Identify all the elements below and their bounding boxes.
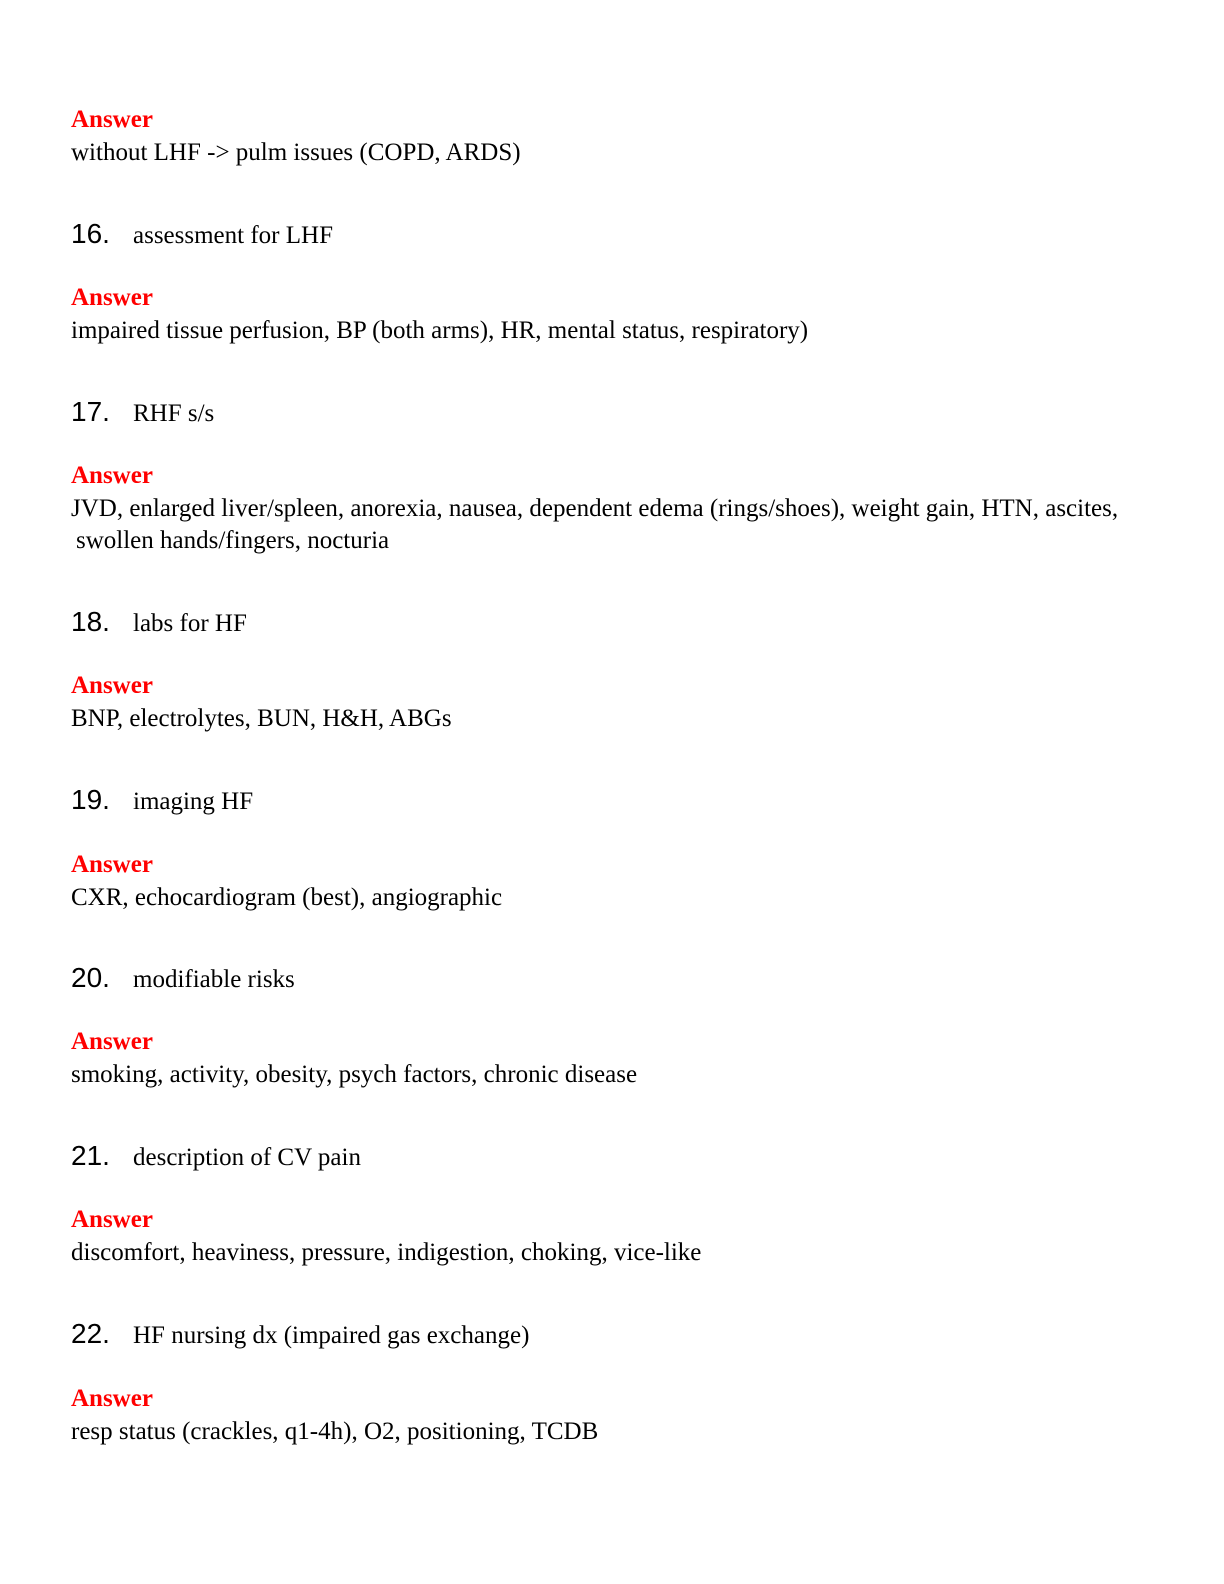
question-19	[71, 784, 1161, 820]
answer-label: Answer	[71, 1028, 153, 1055]
question-16	[71, 218, 1161, 254]
answer-text: CXR, echocardiogram (best), angiographic	[71, 884, 503, 911]
question-text: RHF s/s	[133, 400, 215, 427]
answer-label: Answer	[71, 672, 153, 699]
question-text: labs for HF	[133, 610, 247, 637]
answer-block-21	[71, 1205, 1161, 1269]
question-number: 17.	[71, 396, 110, 427]
question-text: imaging HF	[133, 788, 254, 815]
answer-block-22	[71, 1384, 1161, 1448]
question-20	[71, 962, 1161, 998]
question-text: modifiable risks	[133, 966, 295, 993]
answer-text: without LHF -> pulm issues (COPD, ARDS)	[71, 139, 521, 166]
question-number: 21.	[71, 1140, 110, 1171]
answer-label: Answer	[71, 1385, 153, 1412]
question-number: 16.	[71, 218, 110, 249]
answer-text: discomfort, heaviness, pressure, indigestion, choking, vice-like	[71, 1239, 702, 1266]
question-text: assessment for LHF	[133, 222, 333, 249]
answer-block-16	[71, 283, 1161, 347]
answer-block-15	[71, 105, 1161, 169]
answer-text: impaired tissue perfusion, BP (both arms), HR, mental status, respiratory)	[71, 317, 809, 344]
question-text: HF nursing dx (impaired gas exchange)	[133, 1322, 530, 1349]
answer-text: BNP, electrolytes, BUN, H&H, ABGs	[71, 705, 452, 732]
answer-label: Answer	[71, 851, 153, 878]
question-22	[71, 1318, 1161, 1354]
answer-label: Answer	[71, 106, 153, 133]
answer-text: resp status (crackles, q1-4h), O2, positioning, TCDB	[71, 1418, 599, 1445]
answer-block-19	[71, 850, 1161, 914]
answer-text: smoking, activity, obesity, psych factors, chronic disease	[71, 1061, 638, 1088]
question-number: 22.	[71, 1318, 110, 1349]
answer-label: Answer	[71, 1206, 153, 1233]
answer-label: Answer	[71, 284, 153, 311]
answer-block-20	[71, 1027, 1161, 1091]
question-21	[71, 1140, 1161, 1176]
answer-block-17	[71, 461, 1161, 557]
answer-label: Answer	[71, 462, 153, 489]
question-18	[71, 606, 1161, 642]
answer-block-18	[71, 671, 1161, 735]
question-number: 19.	[71, 784, 110, 815]
question-number: 20.	[71, 962, 110, 993]
question-text: description of CV pain	[133, 1144, 361, 1171]
question-number: 18.	[71, 606, 110, 637]
answer-text: JVD, enlarged liver/spleen, anorexia, nausea, dependent edema (rings/shoes), weight gain, HTN, ascites, swollen hands/fingers, nocturia	[71, 495, 1119, 554]
question-17	[71, 396, 1161, 432]
